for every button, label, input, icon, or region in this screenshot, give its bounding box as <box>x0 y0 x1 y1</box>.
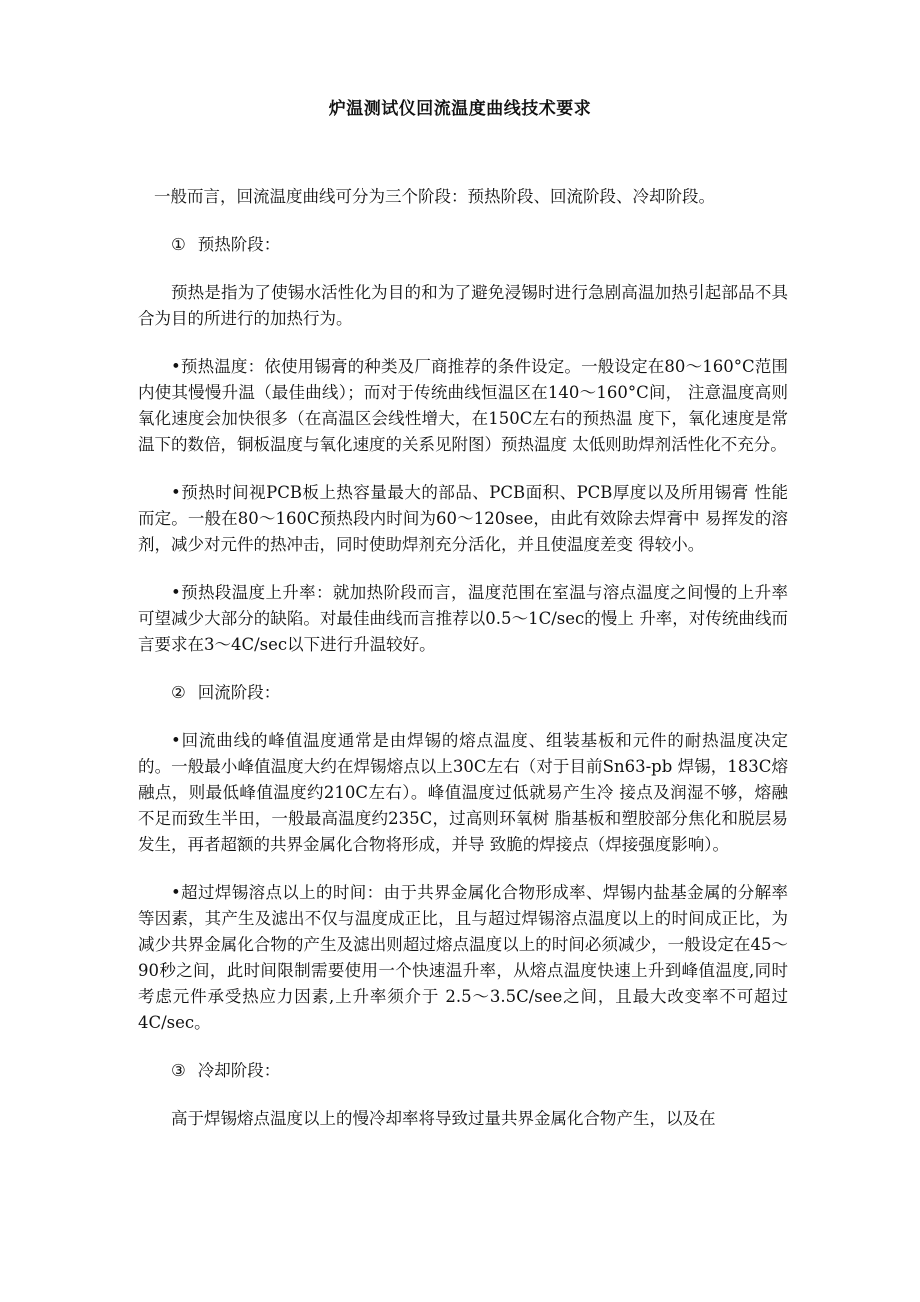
preheat-temperature-bullet: •预热温度：依使用锡膏的种类及厂商推荐的条件设定。一般设定在80～160°C范围内使其慢慢升温（最佳曲线）；而对于传统曲线恒温区在140～160°C间， 注意温度高则氧化速度会加快很多（在高温区会线性增大，在150C左右的预热温 度下，氧化速度是常温下的数倍，铜板温度与氧化速度的关系见附图）预热温度 太低则助焊剂活性化不充分。 <box>138 357 788 454</box>
section-number-2: ② <box>171 683 186 702</box>
section-title-cooling: 冷却阶段： <box>197 1061 281 1080</box>
section-heading-cooling <box>138 1058 788 1084</box>
section-heading-reflow <box>138 680 788 706</box>
cooling-paragraph: 高于焊锡熔点温度以上的慢冷却率将导致过量共界金属化合物产生，以及在 <box>171 1109 716 1128</box>
document-title: 炉温测试仪回流温度曲线技术要求 <box>328 99 592 119</box>
preheat-time-bullet: •预热时间视PCB板上热容量最大的部品、PCB面积、PCB厚度以及所用锡膏 性能而定。一般在80～160C预热段内时间为60～120see，由此有效除去焊膏中 易挥发的溶剂，减少对元件的热冲击，同时使助焊剂充分活化，并且使温度差变 得较小。 <box>138 483 788 554</box>
preheat-definition-paragraph: 预热是指为了使锡水活性化为目的和为了避免浸锡时进行急剧高温加热引起部品不具合为目的所进行的加热行为。 <box>138 283 788 328</box>
preheat-rise-rate-bullet: •预热段温度上升率：就加热阶段而言，温度范围在室温与溶点温度之间慢的上升率可望减少大部分的缺陷。对最佳曲线而言推荐以0.5～1C/sec的慢上 升率，对传统曲线而言要求在3～4C/sec以下进行升温较好。 <box>138 583 788 654</box>
reflow-peak-temperature-bullet: •回流曲线的峰值温度通常是由焊锡的熔点温度、组装基板和元件的耐热温度决定的。一般最小峰值温度大约在焊锡熔点以上30C左右（对于目前Sn63-pb 焊锡，183C熔融点，则最低峰值温度约210C左右）。峰值温度过低就易产生冷 接点及润湿不够，熔融不足而致生半田，一般最高温度约235C，过高则环氧树 脂基板和塑胶部分焦化和脱层易发生，再者超额的共界金属化合物将形成，并导 致脆的焊接点（焊接强度影响）。 <box>138 731 788 854</box>
section-heading-preheat <box>138 232 788 258</box>
section-title-reflow: 回流阶段： <box>197 683 281 702</box>
reflow-time-above-melting-bullet: •超过焊锡溶点以上的时间：由于共界金属化合物形成率、焊锡内盐基金属的分解率等因素，其产生及滤出不仅与温度成正比，且与超过焊锡溶点温度以上的时间成正比，为减少共界金属化合物的产生及滤出则超过熔点温度以上的时间必须减少，一般设定在45～90秒之间，此时间限制需要使用一个快速温升率，从熔点温度快速上升到峰值温度,同时考虑元件承受热应力因素,上升率须介于 2.5～3.5C/see之间，且最大改变率不可超过4C/sec。 <box>138 883 788 1032</box>
section-title-preheat: 预热阶段： <box>197 235 281 254</box>
section-number-3: ③ <box>171 1061 186 1080</box>
document-body <box>138 184 788 1154</box>
intro-paragraph: 一般而言，回流温度曲线可分为三个阶段：预热阶段、回流阶段、冷却阶段。 <box>154 187 715 206</box>
section-number-1: ① <box>171 235 186 254</box>
